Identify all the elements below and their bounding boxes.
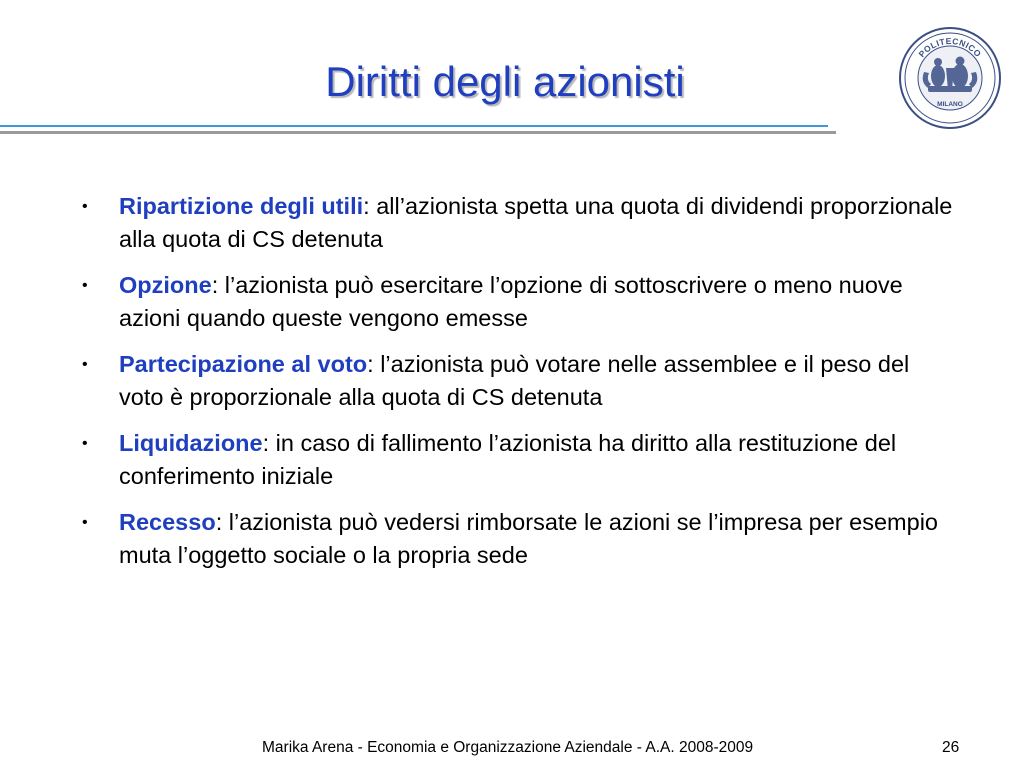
bullet-text: : l’azionista può esercitare l’opzione di sottoscrivere o meno nuove azioni quando queste vengono emesse bbox=[119, 272, 903, 331]
bullet-term: Liquidazione bbox=[119, 430, 263, 456]
title-underline-blue bbox=[0, 125, 828, 127]
bullet-list bbox=[76, 190, 956, 585]
bullet-term: Recesso bbox=[119, 509, 216, 535]
bullet-text: : all’azionista spetta una quota di dividendi proporzionale alla quota di CS detenuta bbox=[119, 193, 953, 252]
list-item bbox=[76, 269, 956, 335]
list-item bbox=[76, 190, 956, 256]
bullet-dot: • bbox=[82, 198, 88, 215]
list-item bbox=[76, 506, 956, 572]
bullet-dot: • bbox=[82, 356, 88, 373]
svg-text:POLITECNICO: POLITECNICO bbox=[916, 35, 984, 60]
page-number: 26 bbox=[942, 739, 960, 756]
bullet-text: : in caso di fallimento l’azionista ha diritto alla restituzione del conferimento iniziale bbox=[119, 430, 897, 489]
svg-text:MILANO: MILANO bbox=[937, 101, 963, 108]
bullet-dot: • bbox=[82, 277, 88, 294]
list-item bbox=[76, 427, 956, 493]
title-underline-gray bbox=[0, 131, 836, 134]
bullet-dot: • bbox=[82, 435, 88, 452]
slide-title: Diritti degli azionisti bbox=[325, 58, 685, 105]
bullet-term: Opzione bbox=[119, 272, 212, 298]
bullet-text: : l’azionista può vedersi rimborsate le azioni se l’impresa per esempio muta l’oggetto sociale o la propria sede bbox=[119, 509, 938, 568]
politecnico-seal-icon bbox=[898, 26, 1002, 130]
bullet-text: : l’azionista può votare nelle assemblee e il peso del voto è proporzionale alla quota di CS detenuta bbox=[119, 351, 910, 410]
list-item bbox=[76, 348, 956, 414]
bullet-term: Partecipazione al voto bbox=[119, 351, 368, 377]
bullet-term: Ripartizione degli utili bbox=[119, 193, 364, 219]
bullet-dot: • bbox=[82, 514, 88, 531]
slide-footer: Marika Arena - Economia e Organizzazione Aziendale - A.A. 2008-2009 bbox=[262, 739, 754, 756]
